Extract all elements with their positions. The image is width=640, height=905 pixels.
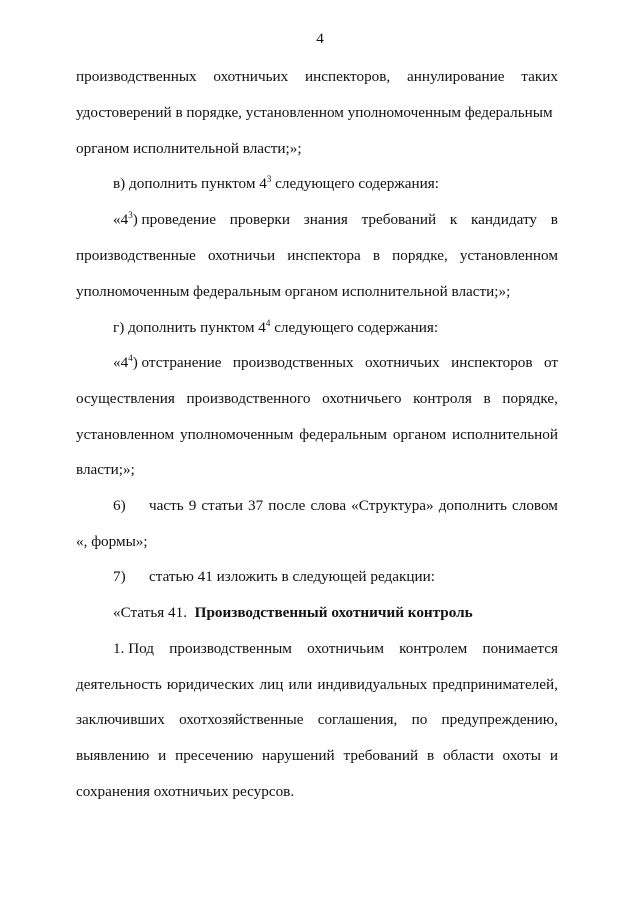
word: в [483,390,491,407]
word: охоты [502,747,542,764]
word: лиц [259,676,284,693]
word: статьи [201,497,243,514]
word: и [549,747,558,764]
word: исполнительной [452,426,558,443]
text-line: удостоверений в порядке, установленном уполномоченным федеральным [76,104,553,121]
page-number: 4 [316,30,324,47]
word: федеральным [299,426,388,443]
text-line: уполномоченным федеральным органом исполнительной власти;»; [76,283,511,300]
text-line [76,247,558,265]
word: охотничьих [364,354,440,371]
text-line [76,390,558,408]
word: знания [303,211,348,228]
list-item-v: в) дополнить пунктом $4^3$ следующего содержания: [113,174,439,192]
text-line [76,711,558,729]
text-run [149,497,558,515]
word: дополнить [438,497,507,514]
word: инспекторов [451,354,533,371]
text-line: органом исполнительной власти;»; [76,140,302,157]
paragraph-4-4 [113,354,558,372]
word: деятельность [76,676,162,693]
word: соглашения, [317,711,398,728]
text-line [76,747,558,765]
word: пресечению [175,747,254,764]
word: выявлению [76,747,150,764]
word: по [411,711,428,728]
word: от [543,354,558,371]
word: установленном [76,426,175,443]
article-heading: «Статья 41. Производственный охотничий контроль [113,604,473,621]
word: к [449,211,458,228]
word: в [426,747,435,764]
word: производственные [76,247,196,264]
word: охотничьего [322,390,402,407]
paragraph-4-3 [113,211,558,229]
word: требований [361,211,437,228]
word: охотхозяйственные [179,711,304,728]
text-line [76,68,558,86]
word: охотничьи [207,247,276,264]
word: или [288,676,313,693]
word: контроля [413,390,472,407]
word: производственных [76,68,197,85]
word: 37 [248,497,264,514]
word: юридических [166,676,255,693]
text-line [76,676,558,694]
list-item-g: г) дополнить пунктом $4^4$ следующего содержания: [113,318,439,336]
word: охотничьих [213,68,289,85]
word: производственным [169,640,292,657]
word: предпринимателей, [432,676,558,693]
word: контролем [399,640,468,657]
word: «$4^3$) проведение [113,210,216,228]
word: инспектора [287,247,361,264]
word: часть [149,497,184,514]
word: производственного [186,390,311,407]
word: заключивших [76,711,165,728]
paragraph-1 [113,640,558,658]
word: инспекторов, [305,68,391,85]
word: таких [521,68,558,85]
word: индивидуальных [317,676,428,693]
text-line: сохранения охотничьих ресурсов. [76,783,295,800]
word: порядке, [392,247,448,264]
word: осуществления [76,390,175,407]
word: «$4^4$) отстранение [113,353,222,371]
word: уполномоченным [179,426,294,443]
word: в [550,211,558,228]
word: установленном [459,247,558,264]
word: производственных [232,354,354,371]
word: порядке, [502,390,558,407]
word: органом [392,426,447,443]
word: требований [343,747,419,764]
word: 1. Под [113,640,155,657]
word: области [442,747,494,764]
word: понимается [482,640,558,657]
text-line: «, формы»; [76,533,148,550]
word: аннулирование [407,68,505,85]
list-item-7: 7) статью 41 изложить в следующей редакции: [113,568,435,585]
word: и [158,747,167,764]
word: в [372,247,381,264]
list-number: 6) [113,497,126,514]
text-line [76,426,558,444]
text-line: власти;»; [76,461,135,478]
article-title: Производственный охотничий контроль [194,604,473,621]
list-number: 7) [113,568,126,585]
list-item-6 [113,497,558,515]
word: словом [512,497,558,514]
word: охотничьим [307,640,384,657]
word: нарушений [262,747,335,764]
word: после [268,497,306,514]
word: кандидату [471,211,538,228]
word: слова [310,497,347,514]
word: 9 [188,497,197,514]
word: проверки [229,211,290,228]
word: «Структура» [351,497,434,514]
word: предупреждению, [441,711,558,728]
